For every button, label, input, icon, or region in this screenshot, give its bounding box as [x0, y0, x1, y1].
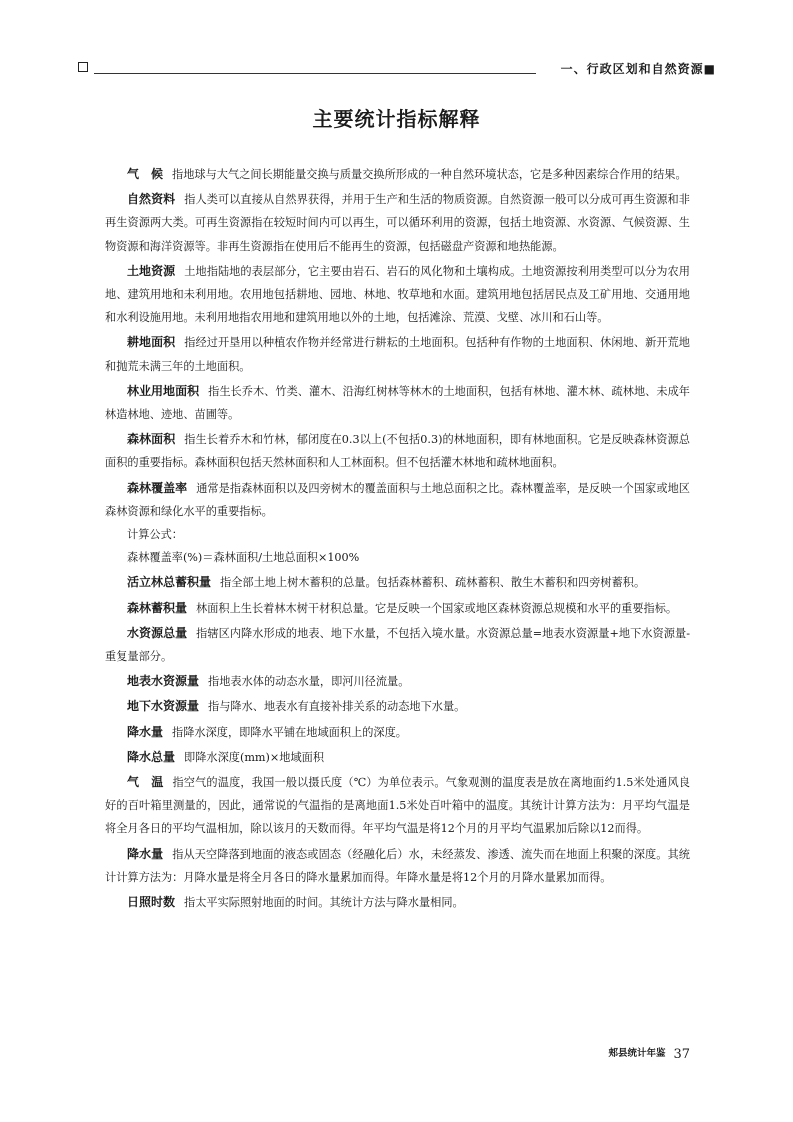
entry-text: 森林覆盖率(%)＝森林面积/土地总面积×100%	[127, 551, 360, 565]
entry-term: 森林覆盖率	[127, 480, 188, 495]
entry-precipitation	[105, 843, 690, 889]
entry-term: 降水量	[127, 846, 164, 861]
entry-surface-water	[105, 670, 690, 693]
page-number: 37	[673, 1047, 690, 1062]
entry-text: 即降水深度(mm)×地域面积	[184, 750, 325, 764]
entry-text: 指经过开垦用以种植农作物并经常进行耕耘的土地面积。包括种有作物的土地面积、休闲地、新开荒地和抛荒未满三年的土地面积。	[105, 336, 690, 373]
entry-text: 指生长乔木、竹类、灌木、沿海红树林等林木的土地面积，包括有林地、灌木林、疏林地、未成年林造林地、迹地、苗圃等。	[105, 384, 690, 422]
entry-term: 森林蓄积量	[127, 600, 188, 615]
entry-term: 地下水资源量	[127, 699, 200, 714]
entry-text: 计算公式：	[127, 528, 183, 542]
entry-precipitation-depth	[105, 721, 690, 744]
entry-term: 气 温	[127, 775, 164, 790]
entry-text: 指辖区内降水形成的地表、地下水量，不包括入境水量。水资源总量=地表水资源量+地下水资源量-重复量部分。	[105, 626, 690, 664]
entry-term: 林业用地面积	[127, 383, 200, 398]
page-title: 主要统计指标解释	[312, 107, 481, 131]
entry-term: 耕地面积	[127, 335, 176, 350]
formula-label	[105, 523, 690, 546]
entry-term: 气 候	[127, 167, 164, 181]
entry-text: 通常是指森林面积以及四旁树木的覆盖面积与土地总面积之比。森林覆盖率，是反映一个国家或地区森林资源和绿化水平的重要指标。	[105, 481, 690, 518]
entry-climate	[105, 163, 690, 186]
entry-temperature	[105, 771, 690, 841]
entry-text: 指从天空降落到地面的液态或固态（经融化后）水，未经蒸发、渗透、流失而在地面上积聚的深度。其统计计算方法为：月降水量是将全月各日的降水量累加而得。年降水量是将12个月的月降水量累加而得。	[105, 847, 690, 884]
entry-groundwater	[105, 695, 690, 718]
entry-term: 地表水资源量	[127, 674, 200, 689]
entry-term: 森林面积	[127, 432, 176, 447]
page-footer	[0, 1043, 690, 1062]
entry-precipitation-total	[105, 746, 690, 769]
entry-text: 土地指陆地的表层部分，它主要由岩石、岩石的风化物和土壤构成。土地资源按利用类型可以分为农用地、建筑用地和未利用地。农用地包括耕地、园地、林地、牧草地和水面。建筑用地包括居民点及工矿用地、交通用地和水利设施用地。未利用地指农用地和建筑用地以外的土地，包括滩涂、荒漠、戈壁、冰川和石山等。	[105, 264, 690, 325]
entry-land-resources	[105, 260, 690, 330]
entry-water-resources-total	[105, 622, 690, 668]
entry-text: 指空气的温度，我国一般以摄氏度（℃）为单位表示。气象观测的温度表是放在离地面约1.5米处通风良好的百叶箱里测量的，因此，通常说的气温指的是离地面1.5米处百叶箱中的温度。其统计计算方法为：月平均气温是将全月各日的平均气温相加，除以该月的天数而得。年平均气温是将12个月的月平均气温累加后除以12而得。	[105, 776, 690, 836]
header-rule	[94, 73, 536, 74]
entry-text: 指地表水体的动态水量，即河川径流量。	[208, 675, 410, 689]
header-box-mark	[78, 62, 88, 72]
entry-sunshine-hours	[105, 891, 690, 914]
entry-forest-area	[105, 428, 690, 474]
entry-text: 指太平实际照射地面的时间。其统计方法与降水量相同。	[184, 896, 464, 910]
entry-term: 自然资料	[127, 192, 176, 207]
entry-text: 指降水深度，即降水平铺在地域面积上的深度。	[172, 725, 407, 739]
entry-term: 土地资源	[127, 263, 176, 278]
definitions-body	[105, 163, 690, 914]
entry-term: 降水量	[127, 724, 164, 739]
entry-cultivated-area	[105, 331, 690, 377]
entry-term: 降水总量	[127, 749, 176, 764]
entry-natural-resources	[105, 188, 690, 258]
publication-name: 郏县统计年鉴	[608, 1048, 666, 1059]
running-header	[78, 62, 716, 76]
formula	[105, 546, 690, 569]
entry-forest-coverage	[105, 477, 690, 523]
entry-term: 日照时数	[127, 895, 176, 910]
entry-text: 指全部土地上树木蓄积的总量。包括森林蓄积、疏林蓄积、散生木蓄积和四旁树蓄积。	[220, 576, 646, 590]
entry-forest-stock	[105, 597, 690, 620]
entry-standing-stock	[105, 571, 690, 594]
entry-text: 指地球与大气之间长期能量交换与质量交换所形成的一种自然环境状态，它是多种因素综合作用的结果。	[172, 168, 687, 181]
header-end-mark: ■	[703, 62, 716, 76]
entry-term: 水资源总量	[127, 625, 188, 640]
entry-text: 指与降水、地表水有直接补排关系的动态地下水量。	[208, 700, 466, 714]
entry-text: 指生长着乔木和竹林，郁闭度在0.3以上(不包括0.3)的林地面积，即有林地面积。它是反映森林资源总面积的重要指标。森林面积包括天然林面积和人工林面积。但不包括灌木林地和疏林地面积。	[105, 433, 690, 470]
header-section-title: 一、行政区划和自然资源■	[560, 62, 716, 76]
entry-forestry-land	[105, 380, 690, 426]
entry-text: 指人类可以直接从自然界获得，并用于生产和生活的物质资源。自然资源一般可以分成可再生资源和非再生资源两大类。可再生资源指在较短时间内可以再生，可以循环利用的资源，包括土地资源、水资源、气候资源、生物资源和海洋资源等。非再生资源指在使用后不能再生的资源，包括磁盘产资源和地热能源。	[105, 193, 690, 253]
entry-text: 林面积上生长着林木树干材积总量。它是反映一个国家或地区森林资源总规模和水平的重要指标。	[196, 601, 678, 615]
entry-term: 活立林总蓄积量	[127, 575, 212, 590]
